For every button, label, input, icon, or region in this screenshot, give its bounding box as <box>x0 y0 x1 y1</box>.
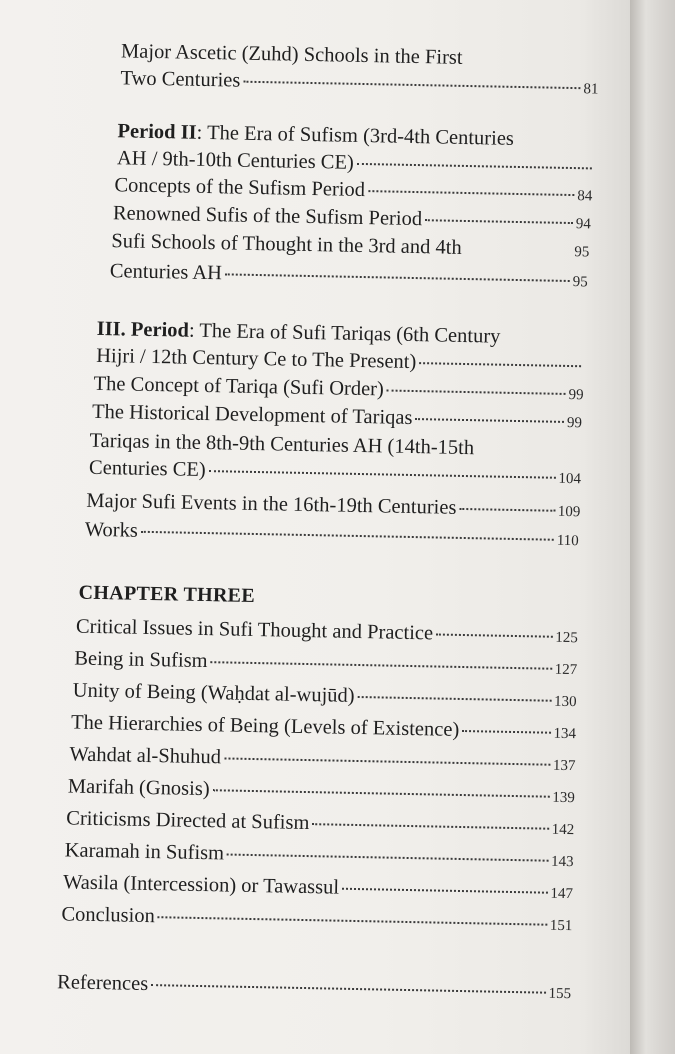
toc-entry-title: Karamah in Sufism <box>64 839 225 865</box>
page-number: 147 <box>550 885 574 903</box>
period-label: Period II <box>117 120 197 144</box>
page-number: 151 <box>549 917 573 935</box>
toc-entry-title: Tariqas in the 8th-9th Centuries AH (14th-15th <box>89 429 475 460</box>
toc-entry-title: : The Era of Sufism (3rd-4th Centuries <box>196 121 515 150</box>
toc-entry-title: : The Era of Sufi Tariqas (6th Century <box>188 319 501 348</box>
toc-entry-title: Renowned Sufis of the Sufism Period <box>112 202 423 231</box>
page-number: 81 <box>583 81 599 98</box>
page-number: 94 <box>575 216 591 233</box>
leader-dots <box>357 163 592 170</box>
page-number: 155 <box>548 985 572 1003</box>
leader-dots <box>342 888 547 894</box>
toc-entry-title: Hijri / 12th Century Ce to The Present) <box>95 344 417 374</box>
leader-dots <box>312 823 548 830</box>
toc-entry-title: AH / 9th-10th Centuries CE) <box>116 147 355 174</box>
leader-dots <box>358 696 552 702</box>
leader-dots <box>419 362 581 367</box>
leader-dots <box>243 81 580 89</box>
toc-entry-title: Centuries AH <box>109 260 223 285</box>
leader-dots <box>224 757 550 765</box>
toc-entry-title: Critical Issues in Sufi Thought and Practice <box>75 615 434 645</box>
leader-dots <box>213 789 550 797</box>
toc-entry <box>120 38 599 103</box>
toc-entry <box>117 118 596 181</box>
page-number: 137 <box>552 757 576 775</box>
page-number: 99 <box>568 386 584 404</box>
leader-dots <box>368 190 574 196</box>
page-number: 110 <box>556 532 579 550</box>
toc-entry-title: The Historical Development of Tariqas <box>91 400 413 429</box>
page-number: 139 <box>552 789 575 807</box>
period-label: III. Period <box>96 317 190 342</box>
leader-dots <box>209 470 556 479</box>
page-number: 143 <box>550 853 574 871</box>
chapter-heading: CHAPTER THREE <box>78 581 256 608</box>
leader-dots <box>225 273 570 282</box>
toc-entry-title: Unity of Being (Waḥdat al-wujūd) <box>72 679 355 707</box>
toc-entry-title: Wasila (Intercession) or Tawassul <box>62 871 340 899</box>
page-number: 127 <box>554 661 578 679</box>
leader-dots <box>141 531 554 541</box>
toc-entry-title: Conclusion <box>61 903 156 928</box>
leader-dots <box>227 854 548 862</box>
leader-dots <box>415 418 564 423</box>
toc-entry-title: The Concept of Tariqa (Sufi Order) <box>93 372 385 401</box>
page-number: 109 <box>557 503 581 521</box>
toc-entry-title: Marifah (Gnosis) <box>67 775 210 801</box>
toc-entry-title: Works <box>84 518 139 542</box>
toc-entry-title: Two Centuries <box>120 67 241 92</box>
toc-entry-title: Major Ascetic (Zuhd) Schools in the First <box>120 40 463 69</box>
leader-dots <box>158 916 547 925</box>
toc-entry-title: Centuries CE) <box>88 456 206 482</box>
page-number: 84 <box>577 188 593 205</box>
page-number: 95 <box>572 274 588 291</box>
page-number: 142 <box>551 821 575 839</box>
leader-dots <box>459 508 554 512</box>
leader-dots <box>425 219 573 224</box>
page-number: 134 <box>553 725 577 743</box>
page-number: 104 <box>558 470 582 488</box>
toc-entry-title: Sufi Schools of Thought in the 3rd and 4th <box>111 230 462 259</box>
page-number: 125 <box>555 629 579 647</box>
page-number: 99 <box>566 414 583 432</box>
page-number: 130 <box>553 693 577 711</box>
leader-dots <box>465 248 572 252</box>
leader-dots <box>151 984 545 994</box>
toc-entry-title: References <box>56 971 149 996</box>
leader-dots <box>387 389 566 394</box>
toc-entry-title: Wahdat al-Shuhud <box>69 743 222 769</box>
toc-entry-title: Being in Sufism <box>74 647 208 673</box>
toc-entry <box>96 316 585 379</box>
toc-entry-title: Concepts of the Sufism Period <box>114 174 366 202</box>
toc-entry-title: Criticisms Directed at Sufism <box>66 807 310 835</box>
toc-entry-title: The Hierarchies of Being (Levels of Existence) <box>70 711 460 741</box>
toc-entry <box>61 901 572 940</box>
page-edge <box>630 0 675 1054</box>
page-number: 95 <box>574 244 590 261</box>
toc-entry-references <box>57 969 571 1008</box>
toc-entry <box>89 428 582 493</box>
leader-dots <box>436 633 552 637</box>
toc-entry-title: Major Sufi Events in the 16th-19th Centuries <box>86 489 457 519</box>
leader-dots <box>462 730 550 734</box>
leader-dots <box>211 661 552 670</box>
